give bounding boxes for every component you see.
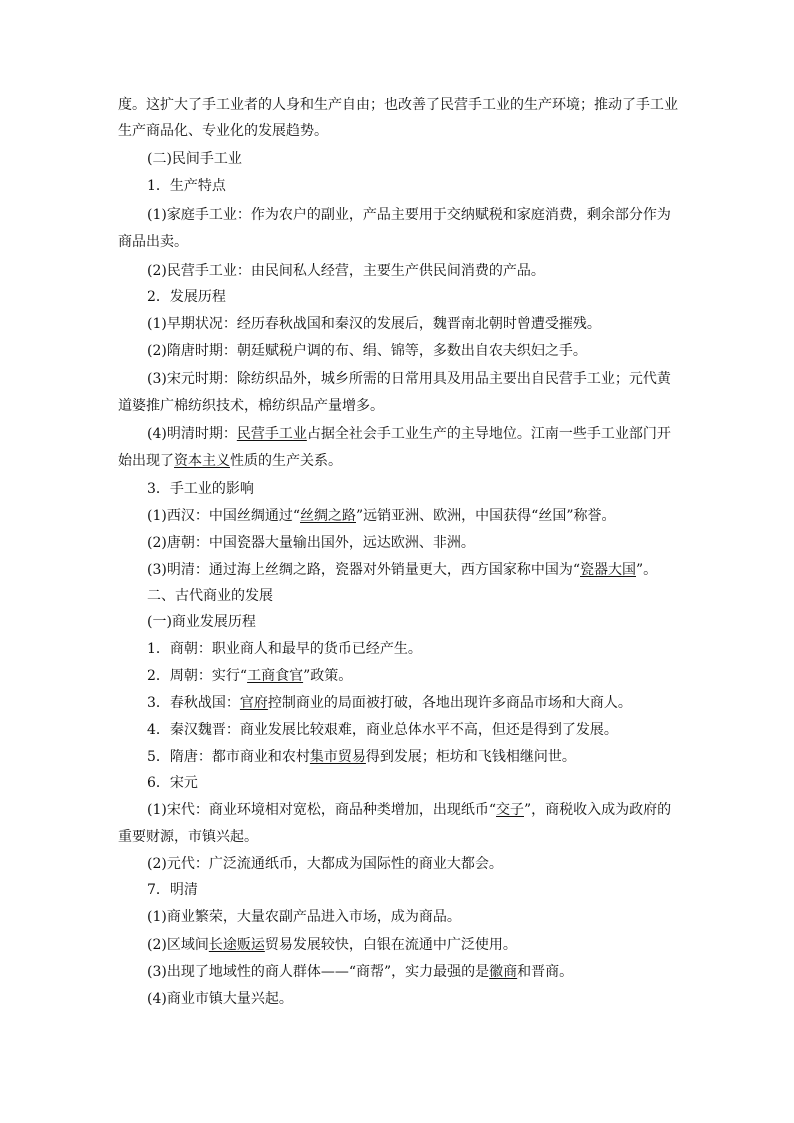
text-run: (4)明清时期： [147, 426, 237, 442]
text-run: 生产商品化、专业化的发展趋势。 [118, 123, 328, 139]
text-line [0, 261, 794, 281]
text-run: 7．明清 [147, 882, 198, 898]
underlined-term: 官府 [239, 695, 268, 711]
text-line [0, 935, 794, 955]
text-line [0, 854, 794, 874]
text-line [0, 639, 794, 659]
text-run: 5．隋唐：都市商业和农村 [147, 749, 310, 765]
text-line [0, 149, 794, 169]
text-line [0, 747, 794, 767]
text-run: ”远销亚洲、欧洲，中国获得“丝国”称誉。 [356, 508, 616, 524]
underlined-term: 交子 [496, 802, 524, 818]
text-line [0, 314, 794, 334]
text-run: (2)元代：广泛流通纸币，大都成为国际性的商业大都会。 [147, 856, 503, 872]
text-run: 道婆推广棉纺织技术，棉纺织品产量增多。 [118, 398, 384, 414]
underlined-term: 工商食官 [247, 668, 304, 684]
text-run: ”，商税收入成为政府的 [524, 802, 672, 818]
text-run: 商品出卖。 [118, 234, 188, 250]
text-run: 3．手工业的影响 [147, 481, 254, 497]
text-run: 二、古代商业的发展 [147, 588, 273, 604]
text-line [0, 720, 794, 740]
text-line [0, 827, 794, 847]
text-line [0, 612, 794, 632]
text-run: 占据全社会手工业生产的主导地位。江南一些手工业部门开 [306, 426, 671, 442]
text-run: (1)家庭手工业：作为农户的副业，产品主要用于交纳赋税和家庭消费，剩余部分作为 [147, 207, 671, 223]
text-line [0, 560, 794, 580]
text-run: (1)宋代：商业环境相对宽松，商品种类增加，出现纸币“ [147, 802, 496, 818]
text-run: 3．春秋战国： [147, 695, 240, 711]
text-run: (2)隋唐时期：朝廷赋税户调的布、绢、锦等，多数出自农夫织妇之手。 [147, 343, 587, 359]
text-run: 度。这扩大了手工业者的人身和生产自由；也改善了民营手工业的生产环境；推动了手工业 [118, 97, 678, 113]
underlined-term: 长途贩运 [208, 937, 265, 953]
text-run: (4)商业市镇大量兴起。 [147, 991, 293, 1007]
text-run: (3)宋元时期：除纺织品外，城乡所需的日常用具及用品主要出自民营手工业；元代黄 [147, 371, 671, 387]
text-line [0, 451, 794, 471]
underlined-term: 瓷器大国 [580, 562, 636, 578]
text-run: (3)明清：通过海上丝绸之路，瓷器对外销量更大，西方国家称中国为“ [147, 562, 580, 578]
text-line [0, 962, 794, 982]
text-run: 性质的生产关系。 [230, 453, 342, 469]
text-run: 2．周朝：实行“ [147, 668, 248, 684]
underlined-term: 丝绸之路 [300, 508, 356, 524]
underlined-term: 资本主义 [174, 453, 230, 469]
text-line [0, 773, 794, 793]
text-line [0, 287, 794, 307]
text-line [0, 205, 794, 225]
text-run: 得到发展；柜坊和飞钱相继问世。 [365, 749, 576, 765]
text-run: 贸易发展较快，白银在流通中广泛使用。 [264, 937, 517, 953]
underlined-term: 民营手工业 [236, 426, 307, 442]
underlined-term: 集市贸易 [309, 749, 366, 765]
text-run: 4．秦汉魏晋：商业发展比较艰难，商业总体水平不高，但还是得到了发展。 [147, 722, 618, 738]
text-run: 1．商朝：职业商人和最早的货币已经产生。 [147, 641, 422, 657]
text-run: (一)商业发展历程 [147, 614, 256, 630]
text-run: (1)早期状况：经历春秋战国和秦汉的发展后，魏晋南北朝时曾遭受摧残。 [147, 316, 601, 332]
text-line [0, 907, 794, 927]
text-line [0, 506, 794, 526]
text-run: ”。 [636, 562, 658, 578]
text-run: (二)民间手工业 [147, 151, 242, 167]
text-run: 控制商业的局面被打破，各地出现许多商品市场和大商人。 [267, 695, 632, 711]
text-line [0, 586, 794, 606]
text-line [0, 989, 794, 1009]
text-line [0, 121, 794, 141]
text-run: (2)唐朝：中国瓷器大量输出国外，远达欧洲、非洲。 [147, 535, 475, 551]
text-run: 6．宋元 [147, 775, 198, 791]
text-line [0, 424, 794, 444]
text-line [0, 533, 794, 553]
text-line [0, 880, 794, 900]
text-run: (2)民营手工业：由民间私人经营，主要生产供民间消费的产品。 [147, 263, 545, 279]
text-line [0, 341, 794, 361]
text-run: (1)西汉：中国丝绸通过“ [147, 508, 300, 524]
text-run: (3)出现了地域性的商人群体——“商帮”，实力最强的是 [147, 964, 490, 980]
underlined-term: 徽商 [489, 964, 518, 980]
text-line [0, 232, 794, 252]
text-run: (2)区域间 [147, 937, 209, 953]
text-line [0, 369, 794, 389]
text-line [0, 666, 794, 686]
text-run: 和晋商。 [517, 964, 574, 980]
text-line [0, 176, 794, 196]
text-line [0, 693, 794, 713]
text-line [0, 396, 794, 416]
text-run: 始出现了 [118, 453, 174, 469]
text-run: 1．生产特点 [147, 178, 226, 194]
text-run: ”政策。 [303, 668, 353, 684]
text-run: 重要财源，市镇兴起。 [118, 829, 258, 845]
text-run: 2．发展历程 [147, 289, 226, 305]
text-run: (1)商业繁荣，大量农副产品进入市场，成为商品。 [147, 909, 461, 925]
text-line [0, 479, 794, 499]
text-line [0, 800, 794, 820]
text-line [0, 95, 794, 115]
